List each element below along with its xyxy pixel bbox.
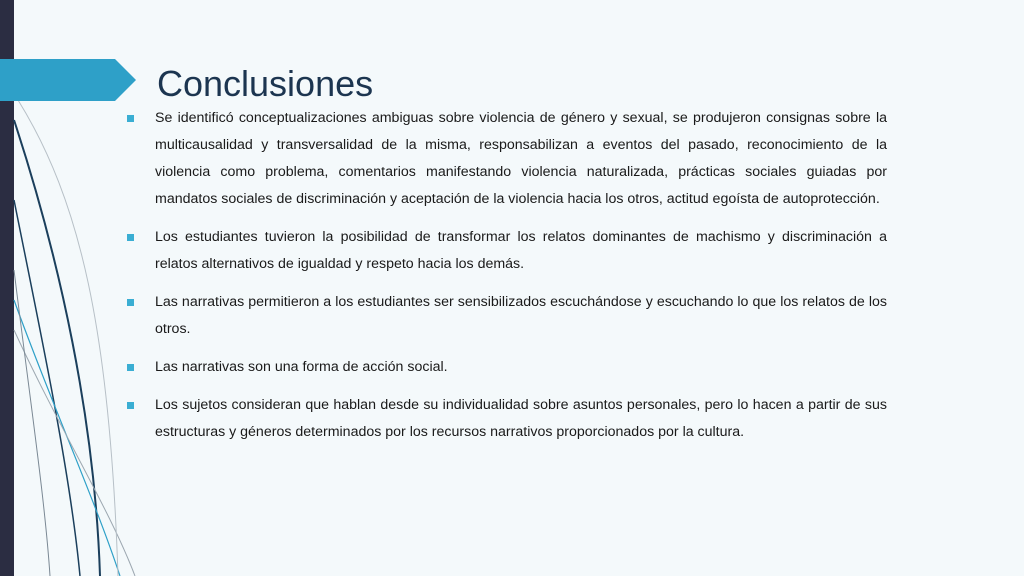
list-item — [127, 105, 887, 213]
bullet-marker-icon — [127, 299, 134, 306]
title-arrow-shape — [0, 59, 136, 101]
bullet-text: Los sujetos consideran que hablan desde su individualidad sobre asuntos personales, pero lo hacen a partir de sus estructuras y géneros determinados por los recursos narrativos proporcionados por la cultura. — [155, 397, 887, 440]
list-item — [127, 289, 887, 343]
bullet-text: Las narrativas son una forma de acción social. — [155, 359, 448, 375]
bullet-text: Las narrativas permitieron a los estudiantes ser sensibilizados escuchándose y escuchando lo que los relatos de los otros. — [155, 294, 887, 337]
list-item — [127, 224, 887, 278]
slide-title: Conclusiones — [157, 63, 374, 104]
bullet-list — [127, 105, 887, 457]
list-item — [127, 392, 887, 446]
bullet-text: Los estudiantes tuvieron la posibilidad de transformar los relatos dominantes de machismo y discriminación a relatos alternativos de igualdad y respeto hacia los demás. — [155, 229, 887, 272]
bullet-text: Se identificó conceptualizaciones ambiguas sobre violencia de género y sexual, se produjeron consignas sobre la multicausalidad y transversalidad de la misma, responsabilizan a eventos del pasado, reconocimiento de la violencia como problema, comentarios manifestando violencia naturalizada, prácticas sociales guiadas por mandatos sociales de discriminación y aceptación de la violencia hacia los otros, actitud egoísta de autoprotección. — [155, 110, 887, 207]
bullet-marker-icon — [127, 234, 134, 241]
deco-curve-5 — [14, 270, 50, 576]
bullet-marker-icon — [127, 115, 134, 122]
bullet-marker-icon — [127, 364, 134, 371]
list-item — [127, 354, 887, 381]
deco-curve-1 — [14, 120, 100, 576]
bullet-marker-icon — [127, 402, 134, 409]
deco-curve-3 — [14, 300, 120, 576]
